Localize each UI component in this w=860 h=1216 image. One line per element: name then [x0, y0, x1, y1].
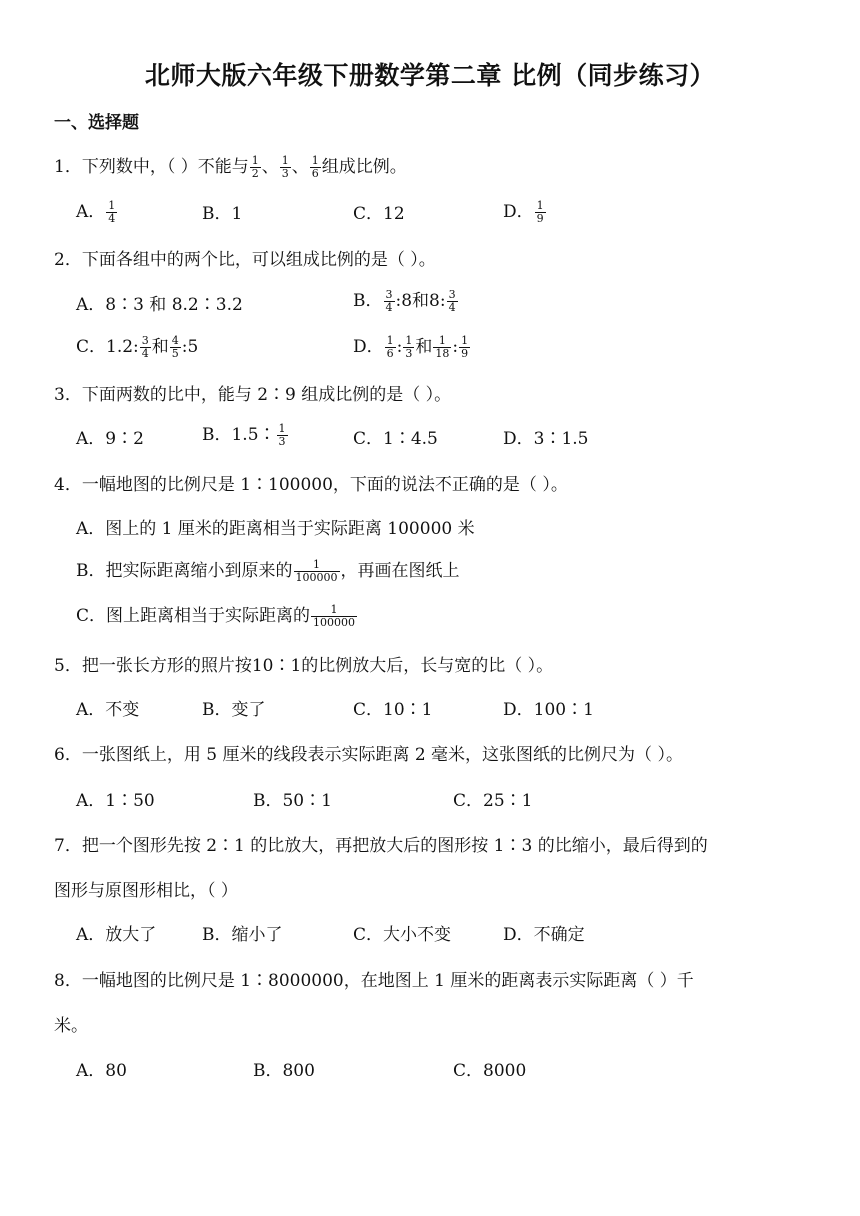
question-3-option-d: D．3∶1.5 [503, 429, 589, 449]
question-5-option-a: A．不变 [76, 700, 140, 720]
fraction: $\frac{1}{100000}$ [295, 558, 338, 584]
question-2-option-a: A．8∶3 和 8.2∶3.2 [76, 295, 243, 315]
question-4-stem: 4．一幅地图的比例尺是 1∶100000，下面的说法不正确的是（ ）。 [54, 475, 568, 495]
question-3-option-c: C．1∶4.5 [353, 429, 438, 449]
question-1-option-b: B．1 [202, 204, 243, 224]
question-1-stem: 1．下列数中，（ ）不能与 $\frac{1}{2}$ 、 $\frac{1}{3}$ 、 $\frac{1}{6}$ 组成比例。 [54, 154, 407, 180]
question-2-option-d: D． $\frac{1}{6}$ : $\frac{1}{3}$ 和 $\frac{1}{18}$ : $\frac{1}{9}$ [353, 334, 469, 360]
section-heading: 一、选择题 [54, 113, 139, 133]
fraction: $\frac{1}{9}$ [536, 199, 544, 225]
question-6-option-c: C．25∶1 [453, 791, 533, 811]
question-7-option-a: A．放大了 [76, 925, 157, 945]
question-3-stem: 3．下面两数的比中，能与 2∶9 组成比例的是（ ）。 [54, 385, 452, 405]
fraction: $\frac{1}{3}$ [405, 334, 413, 360]
question-4-option-c: C．图上距离相当于实际距离的 $\frac{1}{100000}$ [76, 603, 356, 629]
fraction: $\frac{1}{3}$ [278, 422, 286, 448]
fraction: $\frac{3}{4}$ [385, 288, 393, 314]
question-8-option-c: C．8000 [453, 1061, 527, 1081]
fraction: $\frac{1}{100000}$ [313, 603, 356, 629]
question-5-option-d: D．100∶1 [503, 700, 594, 720]
fraction: $\frac{4}{5}$ [171, 334, 179, 360]
question-8-option-b: B．800 [253, 1061, 315, 1081]
question-4-option-b: B．把实际距离缩小到原来的 $\frac{1}{100000}$ ，再画在图纸上 [76, 558, 460, 584]
question-2-stem: 2．下面各组中的两个比，可以组成比例的是（ ）。 [54, 250, 436, 270]
question-5-option-c: C．10∶1 [353, 700, 433, 720]
question-8-stem-line-2: 米。 [54, 1016, 88, 1036]
question-6-option-a: A．1∶50 [76, 791, 155, 811]
question-7-option-d: D．不确定 [503, 925, 585, 945]
question-6-option-b: B．50∶1 [253, 791, 332, 811]
question-2-option-c: C．1.2: $\frac{3}{4}$ 和 $\frac{4}{5}$ :5 [76, 334, 199, 360]
question-7-option-b: B．缩小了 [202, 925, 283, 945]
fraction: $\frac{3}{4}$ [141, 334, 149, 360]
fraction: $\frac{1}{9}$ [461, 334, 469, 360]
fraction: $\frac{1}{3}$ [281, 154, 289, 180]
question-7-option-c: C．大小不变 [353, 925, 452, 945]
question-3-option-a: A．9∶2 [76, 429, 144, 449]
question-2-option-b: B． $\frac{3}{4}$ :8和8: $\frac{3}{4}$ [353, 288, 456, 314]
question-1-option-d: D． $\frac{1}{9}$ [503, 199, 544, 225]
question-5-option-b: B．变了 [202, 700, 266, 720]
question-8-option-a: A．80 [76, 1061, 127, 1081]
page-title: 北师大版六年级下册数学第二章 比例（同步练习） [144, 61, 716, 90]
question-4-option-a: A．图上的 1 厘米的距离相当于实际距离 100000 米 [76, 519, 475, 539]
fraction: $\frac{1}{4}$ [108, 199, 116, 225]
question-7-stem-line-2: 图形与原图形相比，（ ） [54, 881, 238, 901]
question-8-stem-line-1: 8．一幅地图的比例尺是 1∶8000000，在地图上 1 厘米的距离表示实际距离（ ）千 [54, 971, 694, 991]
question-5-stem: 5．把一张长方形的照片按10∶1的比例放大后，长与宽的比（ ）。 [54, 656, 554, 676]
fraction: $\frac{1}{2}$ [251, 154, 259, 180]
question-7-stem-line-1: 7．把一个图形先按 2∶1 的比放大，再把放大后的图形按 1∶3 的比缩小，最后得到的 [54, 836, 708, 856]
fraction: $\frac{1}{6}$ [311, 154, 319, 180]
fraction: $\frac{1}{18}$ [435, 334, 450, 360]
question-3-option-b: B．1.5∶ $\frac{1}{3}$ [202, 422, 286, 448]
question-1-option-a: A． $\frac{1}{4}$ [76, 199, 116, 225]
question-1-option-c: C．12 [353, 204, 405, 224]
question-6-stem: 6．一张图纸上，用 5 厘米的线段表示实际距离 2 毫米，这张图纸的比例尺为（ ）。 [54, 745, 683, 765]
fraction: $\frac{1}{6}$ [386, 334, 394, 360]
fraction: $\frac{3}{4}$ [448, 288, 456, 314]
